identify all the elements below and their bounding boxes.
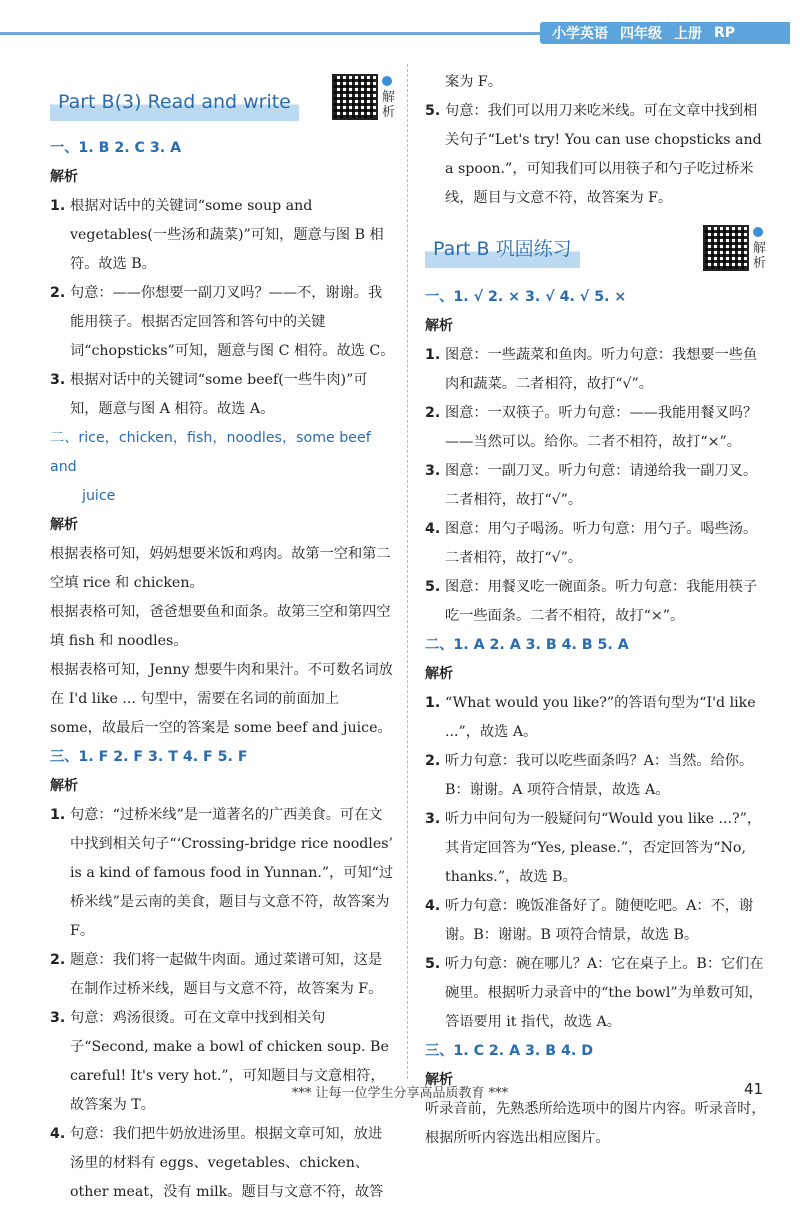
list-item: 2. 听力句意：我可以吃些面条吗？A：当然。给你。B：谢谢。A 项符合情景，故选 A。: [425, 753, 754, 798]
answer-line: 一、1. √ 2. × 3. √ 4. √ 5. ×: [425, 289, 627, 305]
qr-code-icon[interactable]: [703, 225, 749, 271]
column-divider: [407, 64, 408, 1079]
list-item: 4. 图意：用勺子喝汤。听力句意：用勺子。喝些汤。二者相符，故打“√”。: [425, 521, 758, 566]
answer-line: 三、1. C 2. A 3. B 4. D: [425, 1043, 593, 1059]
play-icon: [382, 76, 392, 86]
part-title-text: Part B(3) Read and write: [50, 84, 299, 121]
answer-line: 二、1. A 2. A 3. B 4. B 5. A: [425, 637, 629, 653]
list-item: 5. 图意：用餐叉吃一碗面条。听力句意：我能用筷子吃一些面条。二者不相符，故打“×”。: [425, 579, 758, 624]
analysis-paragraph: 听录音前，先熟悉所给选项中的图片内容。听录音时，根据所听内容选出相应图片。: [425, 1101, 766, 1146]
header-edition: RP: [714, 25, 736, 41]
list-item: 1. 句意：“过桥米线”是一道著名的广西美食。可在文中找到相关句子“‘Crossing-bridge rice noodles’ is a kind of famous food in Yunnan.”，可知“过桥米线”是云南的美食，题目与文意不符，故答案为 F。: [50, 807, 394, 939]
list-item: 3. 句意：鸡汤很烫。可在文章中找到相关句子“Second, make a bowl of chicken soup. Be careful! It's very hot.”，可知题目与文意相符，故答案为 T。: [50, 1010, 389, 1113]
header-grade: 四年级: [620, 26, 662, 42]
header-tag: [540, 22, 790, 44]
analysis-label: 解析: [50, 169, 78, 185]
analysis-label: 解析: [425, 318, 453, 334]
qr-label: 解析: [753, 241, 767, 271]
list-item: 2. 图意：一双筷子。听力句意：——我能用餐叉吗？——当然可以。给你。二者不相符，故打“×”。: [425, 405, 758, 450]
qr-label: 解析: [382, 90, 396, 120]
continued-text: 案为 F。: [445, 74, 502, 90]
qr-code-icon[interactable]: [332, 74, 378, 120]
analysis-label: 解析: [425, 666, 453, 682]
header-subject: 小学英语: [552, 26, 608, 42]
analysis-paragraph: 根据表格可知，妈妈想要米饭和鸡肉。故第一空和第二空填 rice 和 chicken。: [50, 546, 391, 591]
analysis-label: 解析: [50, 517, 78, 533]
list-item: 2. 句意：——你想要一副刀叉吗？——不，谢谢。我能用筷子。根据否定回答和答句中的关键词“chopsticks”可知，题意与图 C 相符。故选 C。: [50, 285, 395, 359]
footer-slogan: *** 让每一位学生分享高品质教育 ***: [291, 1086, 509, 1101]
left-column: [50, 64, 395, 1207]
answer-line-cont: juice: [82, 488, 116, 504]
part-title-text: Part B 巩固练习: [425, 231, 580, 268]
list-item: 4. 句意：我们把牛奶放进汤里。根据文章可知，放进汤里的材料有 eggs、vegetables、chicken、other meat，没有 milk。题目与文意不符，故答: [50, 1126, 384, 1200]
answer-line: 一、1. B 2. C 3. A: [50, 140, 182, 156]
right-column: [425, 68, 770, 1153]
part-title-right: [425, 223, 770, 283]
list-item: 2. 题意：我们将一起做牛肉面。通过菜谱可知，这是在制作过桥米线，题目与文意不符，故答案为 F。: [50, 952, 383, 997]
analysis-paragraph: 根据表格可知，Jenny 想要牛肉和果汁。不可数名词放在 I'd like ... 句型中，需要在名词的前面加上 some，故最后一空的答案是 some beef and juice。: [50, 662, 393, 736]
list-item: 3. 根据对话中的关键词“some beef(一些牛肉)”可知，题意与图 A 相符。故选 A。: [50, 372, 368, 417]
list-item: 1. 根据对话中的关键词“some soup and vegetables(一些汤和蔬菜)”可知，题意与图 B 相符。故选 B。: [50, 198, 384, 272]
analysis-paragraph: 根据表格可知，爸爸想要鱼和面条。故第三空和第四空填 fish 和 noodles。: [50, 604, 391, 649]
list-item: 4. 听力句意：晚饭准备好了。随便吃吧。A：不，谢谢。B：谢谢。B 项符合情景，故选 B。: [425, 898, 754, 943]
list-item: 1. 图意：一些蔬菜和鱼肉。听力句意：我想要一些鱼肉和蔬菜。二者相符，故打“√”。: [425, 347, 758, 392]
answer-line: 二、rice，chicken，fish，noodles，some beef and: [50, 430, 371, 475]
list-item: 5. 句意：我们可以用刀来吃米线。可在文章中找到相关句子“Let's try! You can use chopsticks and a spoon.”，可知我们可以用筷子和勺子吃过桥米线，题目与文意不符，故答案为 F。: [425, 103, 762, 206]
part-title-left: [50, 64, 395, 124]
list-item: 1. “What would you like?”的答语句型为“I'd like ...”，故选 A。: [425, 695, 756, 740]
header-volume: 上册: [674, 26, 702, 42]
list-item: 5. 听力句意：碗在哪儿？A：它在桌子上。B：它们在碗里。根据听力录音中的“the bowl”为单数可知，答语要用 it 指代，故选 A。: [425, 956, 764, 1030]
list-item: 3. 听力中问句为一般疑问句“Would you like ...?”，其肯定回答为“Yes, please.”，否定回答为“No, thanks.”，故选 B。: [425, 811, 762, 885]
analysis-label: 解析: [50, 778, 78, 794]
answer-line: 三、1. F 2. F 3. T 4. F 5. F: [50, 749, 248, 765]
analysis-label: 解析: [425, 1072, 453, 1088]
page-number: 41: [744, 1080, 764, 1098]
list-item: 3. 图意：一副刀叉。听力句意：请递给我一副刀叉。二者相符，故打“√”。: [425, 463, 758, 508]
play-icon: [753, 227, 763, 237]
header-rule: [0, 32, 560, 35]
